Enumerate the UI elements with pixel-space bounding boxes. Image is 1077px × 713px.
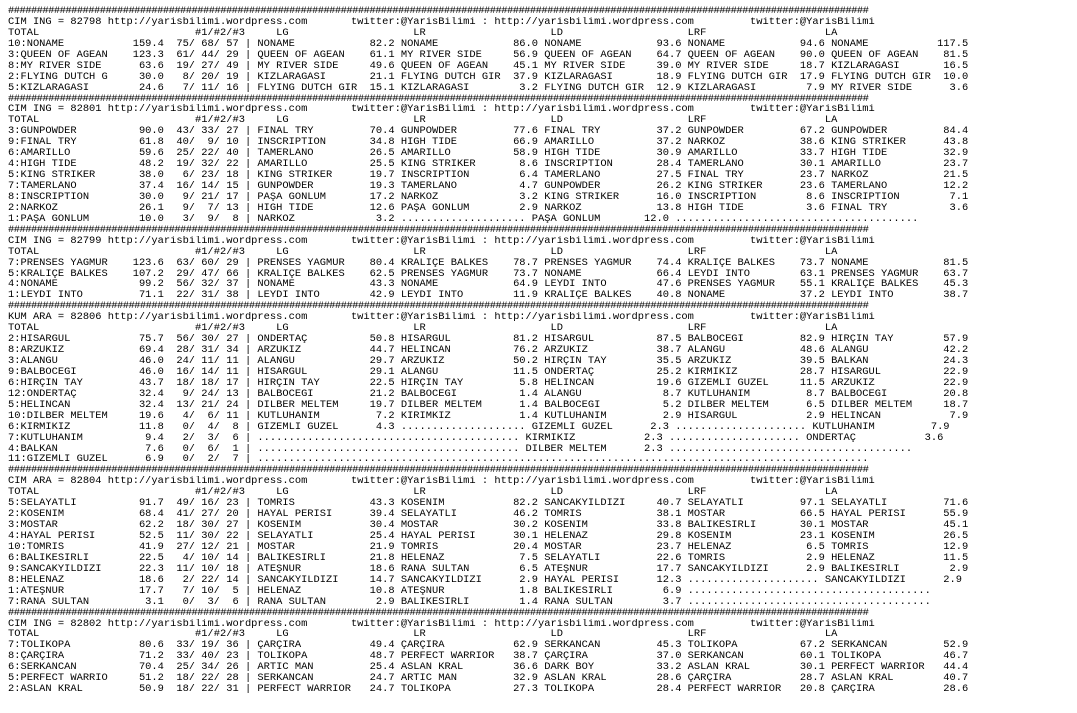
result-row: 4:HIGH TIDE 48.2 19/ 32/ 22 | AMARILLO 25.5 KING STRIKER 8.6 INSCRIPTION 28.4 TAMERLANO 30.1 AMARILLO 23.7	[8, 159, 969, 171]
result-row: 9:FINAL TRY 61.8 40/ 9/ 10 | INSCRIPTION 34.8 HIGH TIDE 66.9 AMARILLO 37.2 NARKOZ 38.6 KING STRIKER 43.8	[8, 137, 969, 149]
result-row: 3:MOSTAR 62.2 18/ 30/ 27 | KÖSENİM 30.4 MOSTAR 30.2 KÖSENİM 33.8 BALIKESİRLİ 30.1 MOSTAR 45.1	[8, 520, 969, 531]
separator-line: ######################################################################################################################################################	[8, 6, 869, 17]
result-row: 3:ALANGU 46.0 24/ 11/ 11 | ALANGU 29.7 ARZUKIZ 50.2 HIRÇIN TAY 35.5 ARZUKIZ 39.5 BALKAN 24.3	[8, 356, 969, 367]
separator-line: ######################################################################################################################################################	[8, 301, 869, 313]
result-row: 10:DİLBER MELTEM 19.6 4/ 6/ 11 | KUTLUHANIM 7.2 KIRIMKIZ 1.4 KUTLUHANIM 2.9 HİSARGÜL 2.9 HELİNCAN 7.9	[8, 410, 969, 422]
result-row: 3:QUEEN OF AGEAN 123.3 61/ 44/ 29 | QUEEN OF AGEAN 61.1 MY RIVER SIDE 56.9 QUEEN OF AGEAN 64.7 QUEEN OF AGEAN 90.0 QUEEN OF AGEAN 81.5	[8, 49, 969, 61]
separator-line: ######################################################################################################################################################	[8, 607, 869, 619]
result-row: 5:PERFECT WARRIO 51.2 18/ 22/ 28 | SERKANCAN 24.7 ARTIC MAN 32.9 ASLAN KRAL 28.6 ÇARÇIRA 28.7 ASLAN KRAL 40.7	[8, 673, 969, 685]
column-header: TOTAL #1/#2/#3 LG LR LD LRF LA	[8, 487, 838, 499]
race-header: CIM ARA = 82804 http://yarisbilimi.wordpress.com twitter:@YarisBilimi : http://yarisbilimi.wordpress.com twitter:@YarisBilimi	[8, 476, 875, 488]
result-row: 6:HIRÇIN TAY 43.7 18/ 18/ 17 | HIRÇIN TAY 22.5 HIRÇIN TAY 5.8 HELİNCAN 19.6 GİZEMLİ GÜZEL 11.5 ARZUKIZ 22.9	[8, 377, 969, 389]
result-row: 2:KÖSENİM 68.4 41/ 27/ 20 | HAYAL PERİSİ 39.4 SELAYATLI 46.2 TOMRİS 38.1 MOSTAR 66.5 HAYAL PERİSİ 55.9	[8, 509, 969, 521]
result-row: 8:ÇARÇIRA 71.2 33/ 40/ 23 | TOLİKOPA 48.7 PERFECT WARRIOR 38.7 ÇARÇIRA 37.0 SERKANCAN 60.1 TOLİKOPA 46.7	[8, 651, 969, 663]
result-row: 7:TOLİKOPA 80.6 33/ 19/ 36 | ÇARÇIRA 49.4 ÇARÇIRA 62.9 SERKANCAN 45.3 TOLİKOPA 67.2 SERKANCAN 52.9	[8, 640, 969, 652]
column-header: TOTAL #1/#2/#3 LG LR LD LRF LA	[8, 323, 838, 335]
race-header: CIM ING = 82799 http://yarisbilimi.wordpress.com twitter:@YarisBilimi : http://yarisbilimi.wordpress.com twitter:@YarisBilimi	[8, 235, 875, 247]
result-row: 8:ARZUKIZ 69.4 28/ 31/ 34 | ARZUKIZ 44.7 HELİNCAN 76.2 ARZUKIZ 38.7 ALANGU 48.6 ALANGU 42.2	[8, 345, 969, 356]
race-header: KUM ARA = 82806 http://yarisbilimi.wordpress.com twitter:@YarisBilimi : http://yarisbilimi.wordpress.com twitter:@YarisBilimi	[8, 312, 875, 324]
result-row: 5:KING STRIKER 38.0 6/ 23/ 18 | KING STRIKER 19.7 INSCRIPTION 6.4 TAMERLANO 27.5 FINAL TRY 23.7 NARKOZ 21.5	[8, 170, 969, 181]
result-row: 7:RANA SULTAN 3.1 0/ 3/ 6 | RANA SULTAN 2.9 BALIKESİRLİ 1.4 RANA SULTAN 3.7 .......................................	[8, 596, 931, 608]
result-row: 5:KIZLARAĞASI 24.6 7/ 11/ 16 | FLYING DUTCH GIR 15.1 KIZLARAĞASI 3.2 FLYING DUTCH GIR 12.9 KIZLARAĞASI 7.9 MY RIVER SIDE 3.6	[8, 82, 969, 94]
result-row: 10:NONAME 159.4 75/ 68/ 57 | NONAME 82.2 NONAME 86.0 NONAME 93.6 NONAME 94.6 NONAME 117.5	[8, 38, 969, 50]
separator-line: ######################################################################################################################################################	[8, 465, 869, 477]
result-row: 7:TAMERLANO 37.4 16/ 14/ 15 | GUNPOWDER 19.3 TAMERLANO 4.7 GUNPOWDER 26.2 KING STRIKER 23.6 TAMERLANO 12.2	[8, 181, 969, 192]
result-row: 5:HELİNCAN 32.4 13/ 21/ 24 | DİLBER MELTEM 19.7 DİLBER MELTEM 1.4 BALBÖCEĞİ 5.2 DİLBER MELTEM 6.5 DİLBER MELTEM 18.7	[8, 399, 969, 411]
result-row: 9:BALBÖCEĞİ 46.0 16/ 14/ 11 | HİSARGÜL 29.1 ALANGU 11.5 ÖNDERTAÇ 25.2 KIRMIKIZ 28.7 HİSARGÜL 22.9	[8, 366, 969, 378]
race-header: CIM ING = 82802 http://yarisbilimi.wordpress.com twitter:@YarisBilimi : http://yarisbilimi.wordpress.com twitter:@YarisBilimi	[8, 618, 875, 630]
result-row: 2:HİSARGÜL 75.7 56/ 30/ 27 | ÖNDERTAÇ 50.8 HİSARGÜL 81.2 HİSARGÜL 87.5 BALBÖCEĞİ 82.9 HIRÇIN TAY 57.9	[8, 334, 969, 346]
result-row: 11:GİZEMLİ GÜZEL 6.9 0/ 2/ 7 | ..................................................................................................	[8, 454, 869, 466]
race-header: CIM ING = 82798 http://yarisbilimi.wordpress.com twitter:@YarisBilimi : http://yarisbilimi.wordpress.com twitter:@YarisBilimi	[8, 16, 875, 28]
result-row: 4:HAYAL PERİSİ 52.5 11/ 30/ 22 | SELAYATLI 25.4 HAYAL PERİSİ 30.1 HELENAZ 29.8 KÖSENİM 23.1 KÖSENİM 26.5	[8, 531, 969, 542]
separator-line: ######################################################################################################################################################	[8, 93, 869, 105]
result-row: 5:SELAYATLI 91.7 49/ 16/ 23 | TOMRİS 43.3 KÖSENİM 82.2 SANCAKYILDIZI 40.7 SELAYATLI 97.1 SELAYATLI 71.6	[8, 498, 969, 510]
result-row: 8:INSCRIPTION 30.0 9/ 21/ 17 | PAŞA GÖNLÜM 17.2 NARKOZ 3.2 KING STRIKER 16.0 INSCRIPTION 8.6 INSCRIPTION 7.1	[8, 191, 969, 203]
result-row: 5:KRALİÇE BALKES 107.2 29/ 47/ 66 | KRALİÇE BALKES 62.5 PRENSES YAĞMUR 73.7 NONAME 66.4 LEYDİ İNTO 63.1 PRENSES YAĞMUR 63.7	[8, 268, 969, 280]
result-row: 2:ASLAN KRAL 50.9 18/ 22/ 31 | PERFECT WARRIOR 24.7 TOLİKOPA 27.3 TOLİKOPA 28.4 PERFECT WARRIOR 20.8 ÇARÇIRA 28.6	[8, 684, 969, 696]
column-header: TOTAL #1/#2/#3 LG LR LD LRF LA	[8, 27, 838, 39]
result-row: 2:NARKOZ 26.1 9/ 7/ 13 | HIGH TIDE 12.6 PAŞA GÖNLÜM 2.9 NARKOZ 13.8 HIGH TIDE 3.6 FINAL TRY 3.6	[8, 202, 969, 214]
result-row: 7:PRENSES YAĞMUR 123.6 63/ 60/ 29 | PRENSES YAĞMUR 80.4 KRALİÇE BALKES 78.7 PRENSES YAĞMUR 74.4 KRALİÇE BALKES 73.7 NONAME 81.5	[8, 257, 969, 269]
result-row: 6:AMARILLO 59.6 25/ 22/ 40 | TAMERLANO 26.5 AMARILLO 58.9 HIGH TIDE 30.9 AMARILLO 33.7 HIGH TIDE 32.9	[8, 148, 969, 160]
result-row: 7:KUTLUHANIM 9.4 2/ 3/ 6 | .......................................... KIRMIKIZ 2.3 ..................... ÖNDERTAÇ 3.6	[8, 432, 944, 444]
result-row: 12:ÖNDERTAÇ 32.4 9/ 24/ 13 | BALBÖCEĞİ 21.2 BALBÖCEĞİ 1.4 ALANGU 8.7 KUTLUHANIM 8.7 BALBÖCEĞİ 20.8	[8, 388, 969, 400]
result-row: 1:PAŞA GÖNLÜM 10.0 3/ 9/ 8 | NARKOZ 3.2 .................... PAŞA GÖNLÜM 12.0 .......................................	[8, 213, 919, 225]
result-row: 9:SANCAKYILDIZI 22.3 11/ 10/ 18 | ATEŞNUR 18.6 RANA SULTAN 6.5 ATEŞNUR 17.7 SANCAKYILDIZI 2.9 BALIKESİRLİ 2.9	[8, 563, 969, 575]
result-row: 6:KIRMIKIZ 11.8 0/ 4/ 8 | GİZEMLİ GÜZEL 4.3 .................... GİZEMLİ GÜZEL 2.3 ..................... KUTLUHANIM 7.9	[8, 421, 950, 433]
result-row: 4:NONAME 99.2 56/ 32/ 37 | NONAME 43.3 NONAME 64.9 LEYDİ İNTO 47.6 PRENSES YAĞMUR 55.1 KRALİÇE BALKES 45.3	[8, 279, 969, 291]
result-row: 6:BALIKESİRLİ 22.5 4/ 10/ 14 | BALIKESİRLİ 21.8 HELENAZ 7.5 SELAYATLI 22.6 TOMRİS 2.9 HELENAZ 11.5	[8, 552, 969, 564]
result-row: 2:FLYING DUTCH G 30.0 8/ 20/ 19 | KIZLARAĞASI 21.1 FLYING DUTCH GIR 37.9 KIZLARAĞASI 18.9 FLYING DUTCH GIR 17.9 FLYING DUTCH GIR 10.0	[8, 71, 969, 83]
result-row: 1:ATEŞNUR 17.7 7/ 10/ 5 | HELENAZ 10.8 ATEŞNUR 1.8 BALIKESİRLİ 6.9 .......................................	[8, 585, 931, 597]
result-row: 8:HELENAZ 18.6 2/ 22/ 14 | SANCAKYILDIZI 14.7 SANCAKYILDIZI 2.9 HAYAL PERİSİ 12.3 ..................... SANCAKYILDIZI 2.9	[8, 574, 963, 586]
result-row: 4:BALKAN 7.6 0/ 6/ 1 | .......................................... DİLBER MELTEM 2.3 .......................................	[8, 443, 913, 455]
result-row: 1:LEYDİ İNTO 71.1 22/ 31/ 38 | LEYDİ İNTO 42.9 LEYDİ İNTO 11.9 KRALİÇE BALKES 40.8 NONAME 37.2 LEYDİ İNTO 38.7	[8, 290, 969, 302]
race-header: CIM ING = 82801 http://yarisbilimi.wordpress.com twitter:@YarisBilimi : http://yarisbilimi.wordpress.com twitter:@YarisBilimi	[8, 104, 875, 116]
column-header: TOTAL #1/#2/#3 LG LR LD LRF LA	[8, 246, 838, 258]
column-header: TOTAL #1/#2/#3 LG LR LD LRF LA	[8, 115, 838, 127]
separator-line: ######################################################################################################################################################	[8, 224, 869, 236]
result-row: 10:TOMRİS 41.9 27/ 12/ 21 | MOSTAR 21.9 TOMRİS 20.4 MOSTAR 23.7 HELENAZ 6.5 TOMRİS 12.9	[8, 541, 969, 553]
column-header: TOTAL #1/#2/#3 LG LR LD LRF LA	[8, 629, 838, 641]
result-row: 8:MY RIVER SIDE 63.6 19/ 27/ 49 | MY RIVER SIDE 49.6 QUEEN OF AGEAN 45.1 MY RIVER SIDE 39.0 MY RIVER SIDE 18.7 KIZLARAĞASI 16.5	[8, 60, 969, 72]
result-row: 6:SERKANCAN 70.4 25/ 34/ 26 | ARTIC MAN 25.4 ASLAN KRAL 36.6 DARK BOY 33.2 ASLAN KRAL 30.1 PERFECT WARRIOR 44.4	[8, 662, 969, 674]
result-row: 3:GUNPOWDER 90.0 43/ 33/ 27 | FINAL TRY 70.4 GUNPOWDER 77.6 FINAL TRY 37.2 GUNPOWDER 67.2 GUNPOWDER 84.4	[8, 126, 969, 138]
